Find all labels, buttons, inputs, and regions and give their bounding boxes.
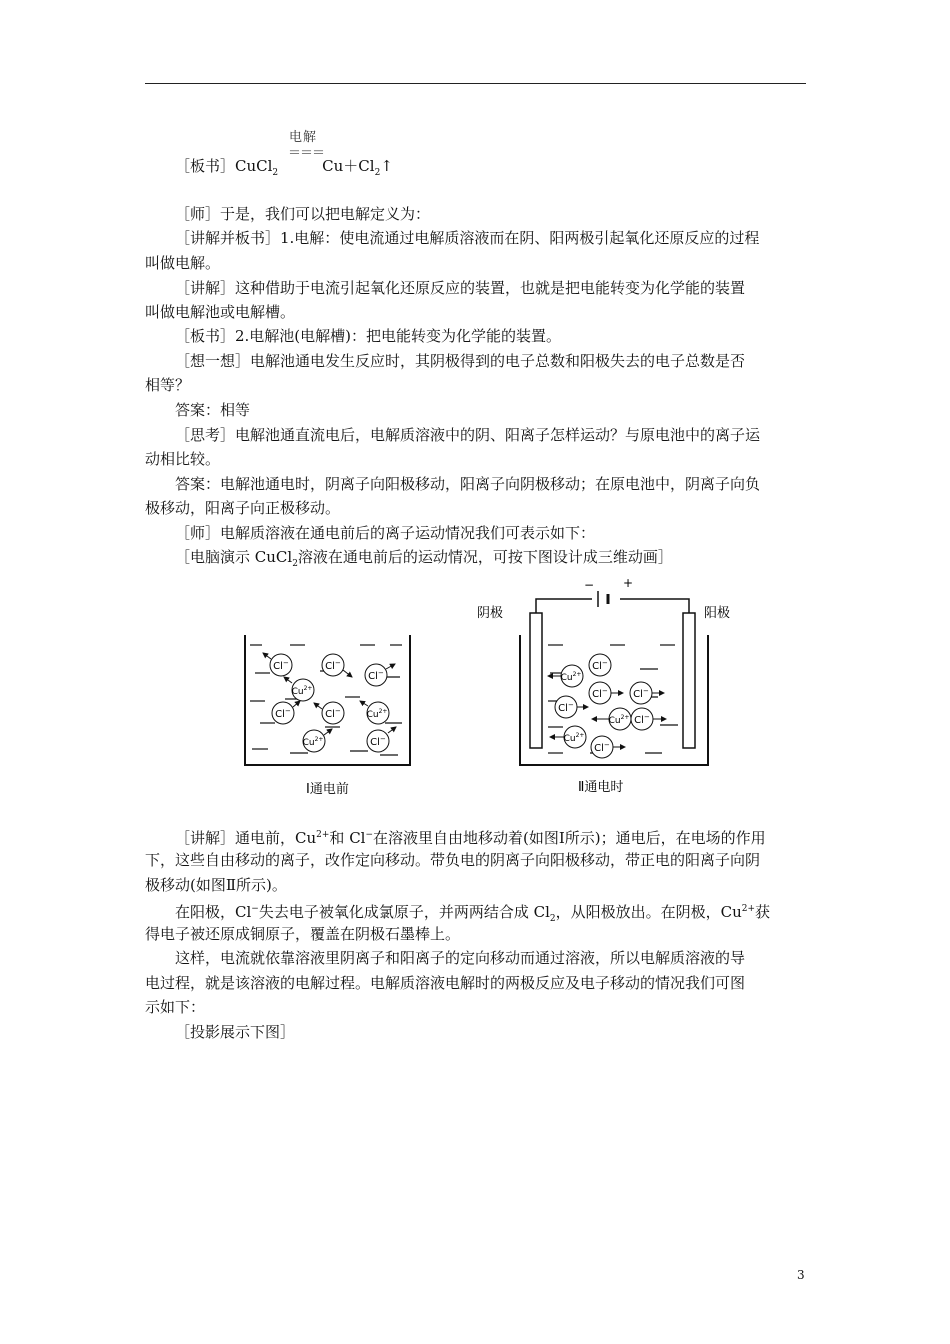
- svg-text:Cu2+: $Cu^{2+}$: [366, 708, 388, 720]
- ion-cl-4: [272, 701, 300, 724]
- equation-line: [175, 154, 810, 185]
- paragraph: ［师］电解质溶液在通电前后的离子运动情况我们可表示如下：: [175, 524, 596, 542]
- svg-text:Cl−: Cl−: [592, 659, 608, 672]
- ion-cl-10: [555, 696, 588, 718]
- paragraph: 得电子被还原成铜原子，覆盖在阴极石墨棒上。: [145, 925, 461, 943]
- text: 在溶液里自由地移动着(如图Ⅰ所示)；通电后，在电场的作用: [373, 829, 766, 847]
- superscript: 2+: [741, 904, 756, 914]
- ion-cu-5: [592, 708, 631, 730]
- ion-cu-1: [284, 677, 314, 701]
- svg-text:Cu2+: $Cu^{2+}$: [563, 732, 585, 744]
- equation-product-sub: 2: [374, 168, 381, 178]
- equation-prefix: ［板书］CuCl: [175, 157, 273, 175]
- svg-text:Cl−: Cl−: [273, 659, 289, 672]
- gas-arrow: ↑: [380, 157, 393, 175]
- svg-text:Cl−: Cl−: [370, 735, 386, 748]
- ion-cl-5: [314, 702, 344, 724]
- paragraph: 这样，电流就依靠溶液里阴离子和阳离子的定向移动而通过溶液，所以电解质溶液的导: [175, 949, 746, 967]
- svg-text:Cu2+: $Cu^{2+}$: [560, 671, 582, 683]
- svg-text:Cl−: Cl−: [634, 713, 650, 726]
- svg-text:Cl−: Cl−: [594, 741, 610, 754]
- equation-product: Cu＋Cl: [322, 157, 375, 175]
- paragraph: [175, 823, 810, 850]
- text: ［电脑演示 CuCl: [175, 548, 293, 566]
- svg-text:Cl−: Cl−: [633, 687, 649, 700]
- ion-cu-3: [303, 729, 332, 752]
- paragraph: 动相比较。: [145, 450, 221, 468]
- paragraph: [175, 545, 810, 576]
- paragraph: 极移动，阳离子向正极移动。: [145, 499, 341, 517]
- text: 失去电子被氧化成氯原子，并两两结合成 Cl: [258, 903, 550, 921]
- paragraph: 叫做电解池或电解槽。: [145, 303, 296, 321]
- text: 和 Cl: [329, 829, 366, 847]
- page-number: 3: [797, 1268, 805, 1282]
- text: ［讲解］通电前，Cu: [175, 829, 317, 847]
- ion-cu-6: [550, 726, 586, 748]
- anode-label: 阳极: [704, 606, 731, 621]
- beaker-during: [520, 591, 708, 765]
- positive-terminal: +: [623, 576, 634, 590]
- paragraph: 示如下：: [145, 998, 206, 1016]
- paragraph: 答案：相等: [175, 401, 251, 419]
- negative-terminal: −: [584, 578, 595, 592]
- svg-text:Cu2+: $Cu^{2+}$: [302, 736, 324, 748]
- subscript: 2: [292, 559, 298, 569]
- equation-sub: 2: [272, 168, 279, 178]
- electrolysis-condition: 电解: [289, 130, 318, 145]
- text: 溶液在通电前后的运动情况，可按下图设计成三维动画］: [297, 548, 673, 566]
- paragraph: ［思考］电解池通直流电后，电解质溶液中的阴、阳离子怎样运动？与原电池中的离子运: [175, 426, 761, 444]
- paragraph: 电过程，就是该溶液的电解过程。电解质溶液电解时的两极反应及电子移动的情况我们可图: [145, 974, 746, 992]
- superscript: −: [365, 830, 374, 840]
- ion-cl-3: [365, 664, 395, 686]
- svg-text:Cl−: Cl−: [368, 669, 384, 682]
- paragraph: ［板书］2.电解池(电解槽)：把电能转变为化学能的装置。: [175, 327, 562, 345]
- subscript: 2: [549, 914, 556, 924]
- ion-cl-11: [631, 708, 666, 730]
- svg-text:Cu2+: $Cu^{2+}$: [608, 714, 630, 726]
- ion-cl-7: [589, 654, 611, 676]
- paragraph: ［师］于是，我们可以把电解定义为：: [175, 205, 431, 223]
- caption-during: Ⅱ通电时: [578, 780, 624, 795]
- cathode-label: 阴极: [477, 606, 504, 621]
- ion-cl-12: [591, 736, 625, 758]
- paragraph: ［投影展示下图］: [175, 1023, 296, 1041]
- ion-cu-2: [360, 701, 389, 724]
- svg-text:Cl−: Cl−: [325, 659, 341, 672]
- svg-text:Cl−: Cl−: [325, 707, 341, 720]
- cathode-rod: [530, 613, 542, 748]
- text: 在阳极，Cl: [175, 903, 252, 921]
- paragraph: ［讲解］这种借助于电流引起氧化还原反应的装置，也就是把电能转变为化学能的装置: [175, 279, 746, 297]
- svg-text:Cl−: Cl−: [558, 701, 574, 714]
- ion-cl-9: [630, 682, 664, 704]
- svg-text:Cu2+: $Cu^{2+}$: [291, 685, 313, 697]
- caption-before: Ⅰ通电前: [306, 782, 349, 797]
- equals-sign: ＝＝＝: [288, 146, 325, 161]
- paragraph: 答案：电解池通电时，阴离子向阳极移动，阳离子向阴极移动；在原电池中，阴离子向负: [175, 475, 761, 493]
- ion-cl-6: [367, 727, 396, 752]
- superscript: −: [251, 904, 259, 914]
- paragraph: 极移动(如图Ⅱ所示)。: [145, 876, 287, 894]
- header-rule: [145, 83, 806, 84]
- superscript: 2+: [316, 830, 330, 840]
- paragraph: 相等？: [145, 376, 191, 394]
- ion-cl-8: [589, 682, 623, 704]
- paragraph: 叫做电解。: [145, 254, 221, 272]
- ion-cu-4: [548, 665, 583, 687]
- text: 获: [755, 903, 771, 921]
- paragraph: ［讲解并板书］1.电解：使电流通过电解质溶液而在阴、阳两极引起氧化还原反应的过程: [175, 229, 760, 247]
- ion-cl-2: [322, 654, 352, 677]
- svg-text:Cl−: Cl−: [592, 687, 608, 700]
- svg-text:Cl−: Cl−: [275, 707, 291, 720]
- paragraph: ［想一想］电解池通电发生反应时，其阴极得到的电子总数和阳极失去的电子总数是否: [175, 352, 746, 370]
- anode-rod: [683, 613, 695, 748]
- text: ，从阳极放出。在阴极，Cu: [555, 903, 742, 921]
- electrolysis-figure: [230, 573, 790, 803]
- paragraph: 下，这些自由移动的离子，改作定向移动。带负电的阴离子向阳极移动，带正电的阳离子向阴: [145, 851, 761, 869]
